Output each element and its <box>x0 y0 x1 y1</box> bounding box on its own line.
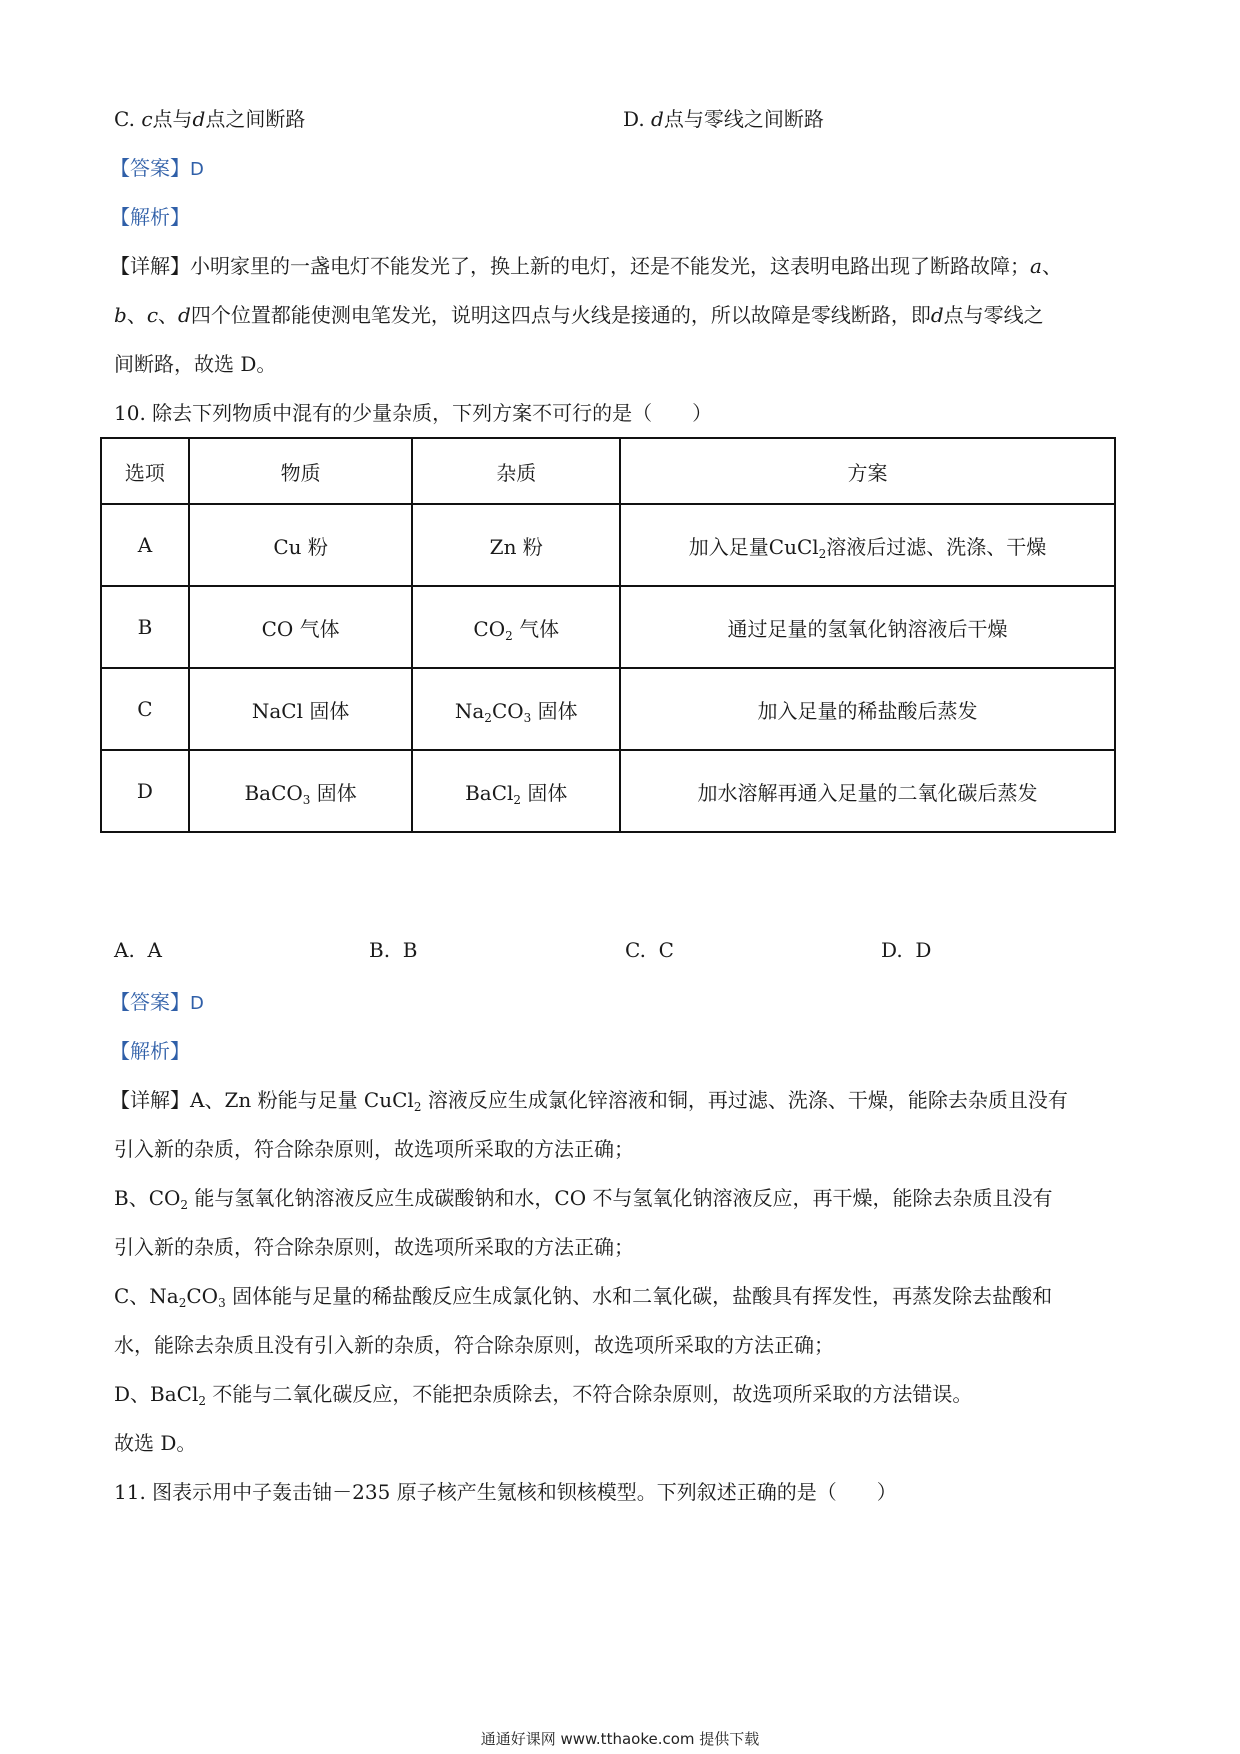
answer-line <box>110 987 204 1019</box>
answer-value: D <box>190 993 204 1014</box>
detail-subscript: 2 <box>178 1296 187 1310</box>
table-cell-substance <box>189 504 413 586</box>
analysis-tag <box>110 1036 190 1066</box>
table-header-cell: 杂质 <box>412 438 620 504</box>
cell-text: CO 气体 <box>261 616 340 641</box>
table-header-row <box>101 438 1115 504</box>
choice-label: C. <box>625 938 646 962</box>
option-text: 点与 <box>152 107 193 131</box>
detail-line-3 <box>114 1183 1052 1213</box>
table-cell-plan <box>620 750 1115 832</box>
table-header-cell: 选项 <box>101 438 189 504</box>
choice-b <box>369 938 417 962</box>
detail-subscript: 3 <box>218 1296 226 1310</box>
table-cell-plan <box>620 504 1115 586</box>
option-label: C. <box>114 107 135 131</box>
choice-label: D. <box>881 938 903 962</box>
detail-text: 固体能与足量的稀盐酸反应生成氯化钠、水和二氧化碳，盐酸具有挥发性，再蒸发除去盐酸和 <box>225 1284 1053 1308</box>
detail-text: b <box>114 303 127 327</box>
detail-text: 、 <box>1041 254 1062 278</box>
table-cell-impurity <box>412 750 620 832</box>
cell-text: 固体 <box>521 780 568 805</box>
cell-subscript: 2 <box>484 710 492 725</box>
cell-text: 通过足量的氢氧化钠溶液后干燥 <box>727 616 1008 641</box>
table-cell-option: A <box>101 504 189 586</box>
cell-subscript: 3 <box>302 792 311 807</box>
table-header-cell: 物质 <box>189 438 413 504</box>
option-label: D. <box>623 107 645 131</box>
cell-text: Zn 粉 <box>489 534 543 559</box>
detail-text: c <box>146 303 159 327</box>
detail-text: 四个位置都能使测电笔发光，说明这四点与火线是接通的，所以故障是零线断路，即 <box>190 303 931 327</box>
detail-text: 故选 D。 <box>114 1431 197 1455</box>
detail-line-2 <box>114 300 1044 330</box>
cell-text: 加入足量CuCl <box>688 534 819 559</box>
cell-text: Cu 粉 <box>273 534 328 559</box>
option-text: c <box>141 107 153 131</box>
question-stem-text: 11. 图表示用中子轰击铀－235 原子核产生氪核和钡核模型。下列叙述正确的是（ ） <box>114 1480 897 1504</box>
analysis-tag <box>110 202 190 232</box>
table-cell-option: C <box>101 668 189 750</box>
table-cell-option: B <box>101 586 189 668</box>
detail-subscript: 2 <box>413 1100 422 1114</box>
table-cell-plan <box>620 668 1115 750</box>
detail-subscript: 2 <box>180 1198 189 1212</box>
detail-text: 溶液反应生成氯化锌溶液和铜，再过滤、洗涤、干燥，能除去杂质且没有 <box>421 1088 1068 1112</box>
table-cell-substance <box>189 750 413 832</box>
choice-a <box>114 938 162 962</box>
cell-text: 加入足量的稀盐酸后蒸发 <box>757 698 978 723</box>
detail-text: C、Na <box>114 1284 179 1308</box>
option-d <box>623 104 824 134</box>
table-cell-impurity <box>412 586 620 668</box>
option-text: d <box>651 107 664 131</box>
detail-text: A、Zn 粉能与足量 CuCl <box>190 1088 414 1112</box>
cell-text: NaCl 固体 <box>251 698 350 723</box>
detail-text: 不能与二氧化碳反应，不能把杂质除去，不符合除杂原则，故选项所采取的方法错误。 <box>206 1382 973 1406</box>
detail-text: D、BaCl <box>114 1382 199 1406</box>
cell-subscript: 2 <box>505 628 513 643</box>
table-cell-impurity <box>412 668 620 750</box>
detail-text: a <box>1030 254 1042 278</box>
table-cell-impurity <box>412 504 620 586</box>
detail-text: 引入新的杂质，符合除杂原则，故选项所采取的方法正确； <box>114 1235 634 1259</box>
detail-text: 能与氢氧化钠溶液反应生成碳酸钠和水，CO 不与氢氧化钠溶液反应，再干燥，能除去杂质且没有 <box>188 1186 1053 1210</box>
answer-tag: 【答案】 <box>110 990 190 1014</box>
detail-text: 小明家里的一盏电灯不能发光了，换上新的电灯，还是不能发光，这表明电路出现了断路故障； <box>190 254 1030 278</box>
cell-text: CO <box>491 698 524 723</box>
choice-value: D <box>915 938 932 962</box>
detail-text: 、 <box>158 303 179 327</box>
detail-line-1 <box>110 1085 1068 1115</box>
detail-text: d <box>930 303 944 327</box>
detail-text: d <box>178 303 191 327</box>
choice-d <box>881 938 931 962</box>
cell-text: BaCO <box>244 780 303 805</box>
question-stem-text: 10. 除去下列物质中混有的少量杂质，下列方案不可行的是（ ） <box>114 401 713 425</box>
table-row <box>101 504 1115 586</box>
answer-tag: 【答案】 <box>110 156 190 180</box>
detail-line-4 <box>114 1232 634 1262</box>
detail-tag: 【详解】 <box>110 254 190 278</box>
option-c <box>114 104 305 134</box>
question-10-table <box>100 437 1116 833</box>
detail-text: 间断路，故选 D。 <box>114 352 277 376</box>
option-text: d <box>192 107 206 131</box>
choice-value: A <box>147 938 162 962</box>
answer-value: D <box>190 159 204 180</box>
detail-subscript: 2 <box>198 1394 206 1408</box>
cell-text: 溶液后过滤、洗涤、干燥 <box>826 534 1047 559</box>
detail-line-2 <box>114 1134 634 1164</box>
cell-text: 加水溶解再通入足量的二氧化碳后蒸发 <box>697 780 1038 805</box>
question-10-stem <box>114 398 712 428</box>
table-cell-substance <box>189 668 413 750</box>
detail-text: 、 <box>126 303 147 327</box>
detail-line-3 <box>114 349 276 379</box>
question-11-stem <box>114 1477 897 1507</box>
detail-line-1 <box>110 251 1062 281</box>
table-header-cell: 方案 <box>620 438 1115 504</box>
detail-tag: 【详解】 <box>110 1088 190 1112</box>
table-cell-plan <box>620 586 1115 668</box>
choice-label: B. <box>369 938 391 962</box>
option-text: 点之间断路 <box>205 107 306 131</box>
choice-c <box>625 938 674 962</box>
table-cell-option: D <box>101 750 189 832</box>
detail-text: 点与零线之 <box>943 303 1044 327</box>
cell-subscript: 2 <box>513 792 522 807</box>
detail-line-7 <box>114 1379 972 1409</box>
detail-text: B、CO <box>114 1186 181 1210</box>
detail-text: 引入新的杂质，符合除杂原则，故选项所采取的方法正确； <box>114 1137 634 1161</box>
cell-text: 气体 <box>512 616 560 641</box>
cell-subscript: 3 <box>523 710 532 725</box>
answer-line <box>110 153 204 185</box>
option-text: 点与零线之间断路 <box>663 107 824 131</box>
cell-subscript: 2 <box>818 546 827 561</box>
detail-line-6 <box>114 1330 834 1360</box>
detail-text: CO <box>186 1284 219 1308</box>
cell-text: Na <box>454 698 485 723</box>
cell-text: 固体 <box>531 698 578 723</box>
cell-text: BaCl <box>465 780 514 805</box>
analysis-tag-text: 【解析】 <box>110 1039 190 1063</box>
detail-text: 水，能除去杂质且没有引入新的杂质，符合除杂原则，故选项所采取的方法正确； <box>114 1333 834 1357</box>
choice-value: C <box>658 938 674 962</box>
table-cell-substance <box>189 586 413 668</box>
detail-line-8 <box>114 1428 196 1458</box>
detail-line-5 <box>114 1281 1052 1311</box>
table-row <box>101 668 1115 750</box>
table-row <box>101 586 1115 668</box>
footer-watermark: 通通好课网 www.tthaoke.com 提供下载 <box>480 1730 760 1748</box>
cell-text: 固体 <box>310 780 357 805</box>
choice-label: A. <box>114 938 135 962</box>
table-row <box>101 750 1115 832</box>
choice-value: B <box>402 938 418 962</box>
cell-text: CO <box>473 616 506 641</box>
analysis-tag-text: 【解析】 <box>110 205 190 229</box>
